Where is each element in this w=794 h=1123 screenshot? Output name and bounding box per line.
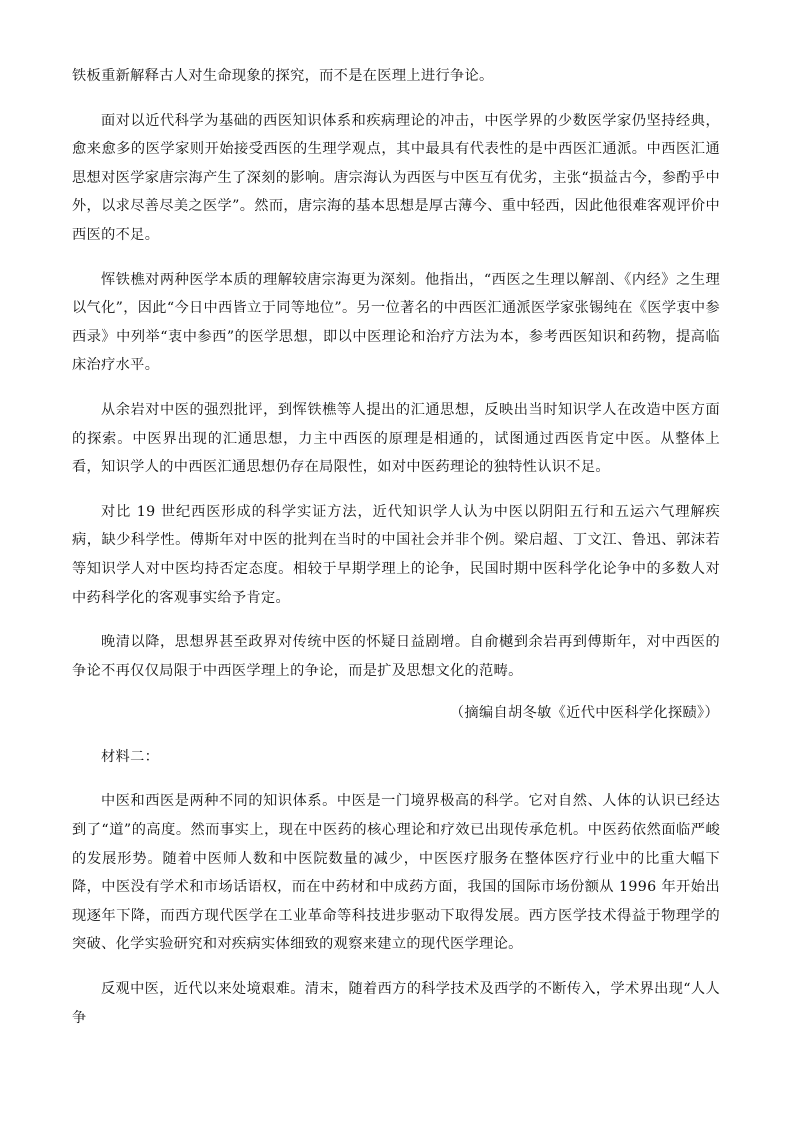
paragraph-continuation: 铁板重新解释古人对生命现象的探究，而不是在医理上进行争论。	[72, 68, 494, 84]
paragraph-yu-yan: 从余岩对中医的强烈批评，到恽铁樵等人提出的汇通思想，反映出当时知识学人在改造中医方面的探索。中医界出现的汇通思想，力主中西医的原理是相通的，试图通过西医肯定中医。从整体上看，知识学人的中西医汇通思想仍存在局限性，如对中医药理论的独特性认识不足。	[72, 401, 720, 476]
paragraph-modern-chinese-medicine: 反观中医，近代以来处境艰难。清末，随着西方的科学技术及西学的不断传入，学术界出现“人人争	[72, 981, 720, 1026]
paragraph-tang-zonghai: 面对以近代科学为基础的西医知识体系和疾病理论的冲击，中医学界的少数医学家仍坚持经典，愈来愈多的医学家则开始接受西医的生理学观点，其中最具有代表性的是中西医汇通派。中西医汇通思想对医学家唐宗海产生了深刻的影响。唐宗海认为西医与中医互有优劣，主张“损益古今，参酌乎中外，以求尽善尽美之医学”。然而，唐宗海的基本思想是厚古薄今、重中轻西，因此他很难客观评价中西医的不足。	[72, 112, 720, 243]
paragraph-19th-century: 对比 19 世纪西医形成的科学实证方法，近代知识学人认为中医以阴阳五行和五运六气理解疾病，缺少科学性。傅斯年对中医的批判在当时的中国社会并非个例。梁启超、丁文江、鲁迅、郭沫若等知识学人对中医均持否定态度。相较于早期学理上的论争，民国时期中医科学化论争中的多数人对中药科学化的客观事实给予肯定。	[72, 503, 720, 606]
source-citation: （摘编自胡冬敏《近代中医科学化探赜》）	[449, 705, 719, 722]
paragraph-knowledge-systems: 中医和西医是两种不同的知识体系。中医是一门境界极高的科学。它对自然、人体的认识已经达到了“道”的高度。然而事实上，现在中医药的核心理论和疗效已出现传承危机。中医药依然面临严峻的发展形势。随着中医师人数和中医院数量的减少，中医医疗服务在整体医疗行业中的比重大幅下降，中医没有学术和市场话语权，而在中药材和中成药方面，我国的国际市场份额从 1996 年开始出现逐年下降，而西方现代医学在工业革命等科技进步驱动下取得发展。西方医学技术得益于物理学的突破、化学实验研究和对疾病实体细致的观察来建立的现代医学理论。	[72, 793, 720, 953]
document-body	[72, 62, 720, 1032]
paragraph-yun-tieqiao: 恽铁樵对两种医学本质的理解较唐宗海更为深刻。他指出，“西医之生理以解剖、《内经》之生理以气化”，因此“今日中西皆立于同等地位”。另一位著名的中西医汇通派医学家张锡纯在《医学衷中参西录》中列举“衷中参西”的医学思想，即以中医理论和治疗方法为本，参考西医知识和药物，提高临床治疗水平。	[72, 271, 720, 374]
paragraph-late-qing: 晚清以降，思想界甚至政界对传统中医的怀疑日益剧增。自俞樾到余岩再到傅斯年，对中西医的争论不再仅仅局限于中西医学理上的争论，而是扩及思想文化的范畴。	[72, 634, 720, 679]
section-label-material-two: 材料二：	[101, 748, 160, 765]
